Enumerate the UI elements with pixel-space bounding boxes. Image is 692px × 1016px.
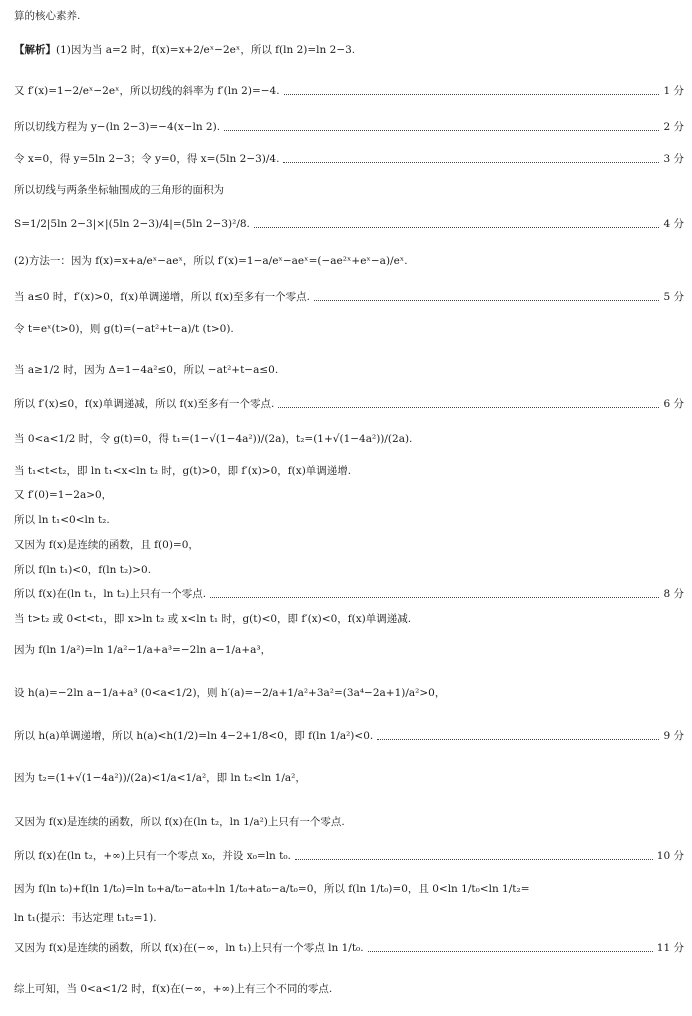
solution-line xyxy=(14,643,684,657)
solution-line xyxy=(14,183,684,197)
line-text: 令 t=eˣ(t>0)，则 g(t)=(−at²+t−a)/t (t>0). xyxy=(14,323,234,335)
score-mark: 8 分 xyxy=(663,588,684,600)
line-text: 当 t₁<t<t₂，即 ln t₁<x<ln t₂ 时，g(t)>0，即 f′(x)>0，f(x)单调递增. xyxy=(14,465,352,477)
solution-line xyxy=(14,152,684,166)
line-text: 所以 f(ln t₁)<0，f(ln t₂)>0. xyxy=(14,564,152,576)
line-text: 所以 h(a)单调递增，所以 h(a)<h(1/2)=ln 4−2+1/8<0，即 f(ln 1/a²)<0. xyxy=(14,730,374,742)
score-mark: 5 分 xyxy=(663,291,684,303)
dotted-leader xyxy=(278,407,659,408)
line-text: 又因为 f(x)是连续的函数，所以 f(x)在(ln t₂，ln 1/a²)上只有一个零点. xyxy=(14,816,345,828)
solution-line xyxy=(14,9,684,23)
solution-line xyxy=(14,882,684,896)
score-mark: 4 分 xyxy=(663,218,684,230)
score-mark: 11 分 xyxy=(656,942,684,954)
solution-line xyxy=(14,84,684,98)
line-text: 所以切线方程为 y−(ln 2−3)=−4(x−ln 2). xyxy=(14,121,221,133)
line-text: (1)因为当 a=2 时，f(x)=x+2/eˣ−2eˣ，所以 f(ln 2)=ln 2−3. xyxy=(56,44,356,56)
line-text: 所以 f(x)在(ln t₂，+∞)上只有一个零点 x₀，并设 x₀=ln t₀. xyxy=(14,850,291,862)
line-text: 又因为 f(x)是连续的函数，所以 f(x)在(−∞，ln t₁)上只有一个零点 ln 1/t₀. xyxy=(14,942,364,954)
line-text: 算的核心素养. xyxy=(14,10,81,22)
line-text: 因为 t₂=(1+√(1−4a²))/(2a)<1/a<1/a²，即 ln t₂<ln 1/a²， xyxy=(14,772,306,784)
dotted-leader xyxy=(210,597,659,598)
solution-line xyxy=(14,513,684,527)
line-text: 又因为 f(x)是连续的函数，且 f(0)=0， xyxy=(14,539,199,551)
solution-line xyxy=(14,464,684,478)
score-mark: 6 分 xyxy=(663,398,684,410)
solution-line xyxy=(14,911,684,925)
line-text: 因为 f(ln t₀)+f(ln 1/t₀)=ln t₀+a/t₀−at₀+ln 1/t₀+at₀−a/t₀=0，所以 f(ln 1/t₀)=0，且 0<ln 1/t₀<ln 1/t₂= xyxy=(14,883,530,895)
solution-line xyxy=(14,849,684,863)
solution-line xyxy=(14,488,684,502)
dotted-leader xyxy=(284,94,660,95)
solution-line xyxy=(14,982,684,996)
line-text: 所以切线与两条坐标轴围成的三角形的面积为 xyxy=(14,184,224,196)
solution-line xyxy=(14,254,684,268)
solution-line xyxy=(14,587,684,601)
dotted-leader xyxy=(295,859,653,860)
solution-line xyxy=(14,322,684,336)
solution-line xyxy=(14,397,684,411)
line-text: S=1/2|5ln 2−3|×|(5ln 2−3)/4|=(5ln 2−3)²/8. xyxy=(14,218,250,230)
solution-line xyxy=(14,771,684,785)
line-text: 当 a≤0 时，f′(x)>0，f(x)单调递增，所以 f(x)至多有一个零点. xyxy=(14,291,310,303)
dotted-leader xyxy=(283,162,659,163)
dotted-leader xyxy=(314,300,660,301)
solution-line xyxy=(14,563,684,577)
dotted-leader xyxy=(224,130,659,131)
analysis-label: 【解析】 xyxy=(14,44,56,56)
line-text: 当 a≥1/2 时，因为 Δ=1−4a²≤0，所以 −at²+t−a≤0. xyxy=(14,364,279,376)
solution-line xyxy=(14,120,684,134)
score-mark: 9 分 xyxy=(663,730,684,742)
solution-line xyxy=(14,729,684,743)
solution-line xyxy=(14,363,684,377)
solution-line xyxy=(14,815,684,829)
line-text: 又 f′(x)=1−2/eˣ−2eˣ，所以切线的斜率为 f′(ln 2)=−4. xyxy=(14,85,280,97)
line-text: 所以 f′(x)≤0，f(x)单调递减，所以 f(x)至多有一个零点. xyxy=(14,398,275,410)
line-text: 当 0<a<1/2 时，令 g(t)=0，得 t₁=(1−√(1−4a²))/(2a)，t₂=(1+√(1−4a²))/(2a). xyxy=(14,433,413,445)
solution-line xyxy=(14,612,684,626)
line-text: 设 h(a)=−2ln a−1/a+a³ (0<a<1/2)，则 h′(a)=−2/a+1/a²+3a²=(3a⁴−2a+1)/a²>0， xyxy=(14,687,446,699)
dotted-leader xyxy=(254,227,660,228)
solution-line xyxy=(14,941,684,955)
dotted-leader xyxy=(368,951,653,952)
solution-line xyxy=(14,432,684,446)
line-text: ln t₁(提示：韦达定理 t₁t₂=1). xyxy=(14,912,157,924)
line-text: 又 f′(0)=1−2a>0， xyxy=(14,489,113,501)
line-text: 因为 f(ln 1/a²)=ln 1/a²−1/a+a³=−2ln a−1/a+a³， xyxy=(14,644,272,656)
line-text: 令 x=0，得 y=5ln 2−3；令 y=0，得 x=(5ln 2−3)/4. xyxy=(14,153,280,165)
score-mark: 3 分 xyxy=(663,153,684,165)
line-text: 综上可知，当 0<a<1/2 时，f(x)在(−∞，+∞)上有三个不同的零点. xyxy=(14,983,333,995)
solution-line xyxy=(14,290,684,304)
line-text: 所以 f(x)在(ln t₁，ln t₂)上只有一个零点. xyxy=(14,588,207,600)
dotted-leader xyxy=(377,739,659,740)
line-text: 当 t>t₂ 或 0<t<t₁，即 x>ln t₂ 或 x<ln t₁ 时，g(t)<0，即 f′(x)<0，f(x)单调递减. xyxy=(14,613,412,625)
line-text: 所以 ln t₁<0<ln t₂. xyxy=(14,514,110,526)
line-text: (2)方法一：因为 f(x)=x+a/eˣ−aeˣ，所以 f′(x)=1−a/eˣ−aeˣ=(−ae²ˣ+eˣ−a)/eˣ. xyxy=(14,255,408,267)
solution-line xyxy=(14,217,684,231)
solution-line xyxy=(14,686,684,700)
solution-line xyxy=(14,43,684,57)
score-mark: 1 分 xyxy=(663,85,684,97)
solution-line xyxy=(14,538,684,552)
score-mark: 10 分 xyxy=(656,850,684,862)
score-mark: 2 分 xyxy=(663,121,684,133)
